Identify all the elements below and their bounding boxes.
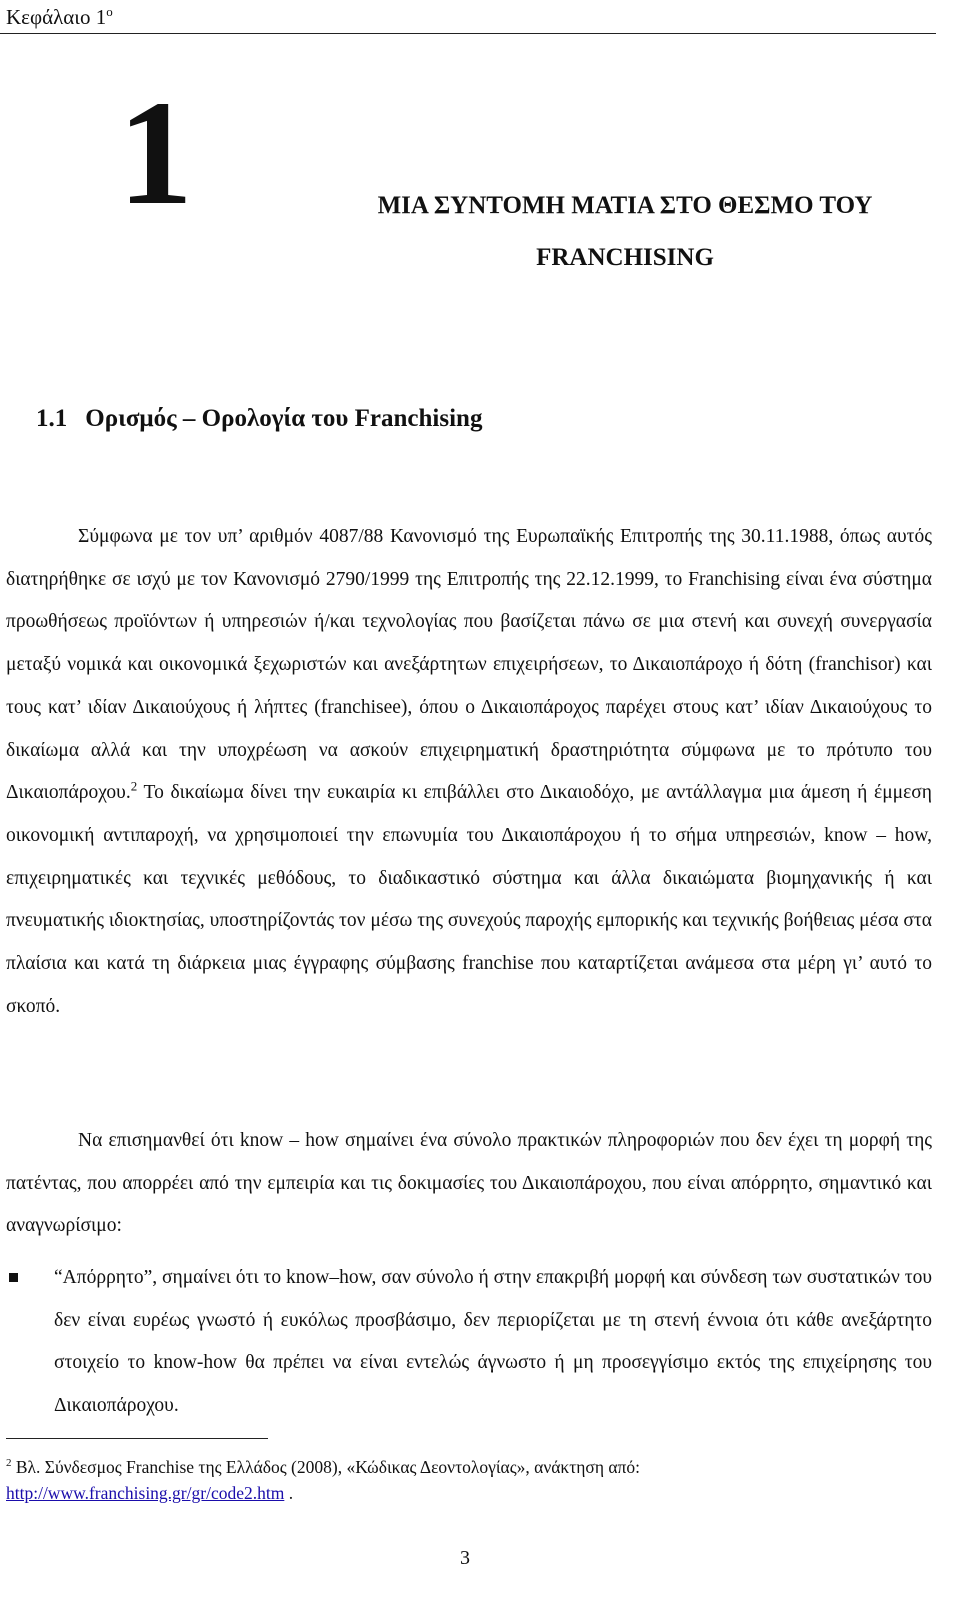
footnote-link[interactable]: http://www.franchising.gr/gr/code2.htm: [6, 1482, 285, 1503]
section-heading: [36, 405, 482, 433]
footnote-divider: [6, 1438, 268, 1439]
paragraph-definition: [6, 516, 932, 1028]
section-number: 1.1: [36, 405, 68, 432]
header-divider: [0, 33, 936, 34]
square-bullet-icon: [9, 1273, 18, 1282]
list-item-text: “Απόρρητο”, σημαίνει ότι το know–how, σαν σύνολο ή στην επακριβή μορφή και σύνδεση των συστατικών του δεν είναι ευρέως γνωστό ή ευκόλως προσβάσιμο, δεν περιορίζεται με τη στενή έννοια ότι κάθε ανεξάρτητο στοιχείο το know-how θα πρέπει να είναι εντελώς άγνωστο ή μη προσεγγίσιμο εκτός της επιχείρησης του Δικαιοπάροχου.: [54, 1267, 932, 1417]
section-title: Ορισμός – Ορολογία του Franchising: [85, 405, 483, 432]
paragraph-definition-continuation: Το δικαίωμα δίνει την ευκαιρία κι επιβάλλει στο Δικαιοδόχο, με αντάλλαγμα μια άμεση ή έμμεση οικονομική αντιπαροχή, να χρησιμοποιεί την επωνυμία του Δικαιοπάροχου ή το σήμα υπηρεσιών, know – how, επιχειρηματικές και τεχνικές μεθόδους, το διαδικαστικό σύστημα και άλλα δικαιώματα βιομηχανικής ή και πνευματικής ιδιοκτησίας, υποστηρίζοντάς τον μέσω της συνεχούς παροχής εμπορικής και τεχνικής βοήθειας μέσα στα πλαίσια και κατά τη διάρκεια μιας έγγραφης σύμβασης franchise που καταρτίζεται ανάμεσα στα μέρη γι’ αυτό το σκοπό.: [6, 782, 932, 1017]
chapter-number: 1: [118, 70, 193, 236]
chapter-title-line-1: ΜΙΑ ΣΥΝΤΟΜΗ ΜΑΤΙΑ ΣΤΟ ΘΕΣΜΟ ΤΟΥ: [377, 192, 873, 219]
running-header: [6, 4, 113, 30]
footnote-tail: .: [284, 1482, 294, 1503]
footnote-text: Βλ. Σύνδεσμος Franchise της Ελλάδος (2008), «Κώδικας Δεοντολογίας», ανάκτηση από:: [11, 1456, 640, 1477]
paragraph-know-how: [6, 1120, 932, 1248]
chapter-label-superscript: ο: [106, 4, 113, 19]
footnote-number: 2: [6, 1457, 12, 1469]
paragraph-definition-text: Σύμφωνα με τον υπ’ αριθμόν 4087/88 Κανονισμό της Ευρωπαϊκής Επιτροπής της 30.11.1988, όπως αυτός διατηρήθηκε σε ισχύ με τον Κανονισμό 2790/1999 της Επιτροπής της 22.12.1999, το Franchising είναι ένα σύστημα προωθήσεως προϊόντων ή υπηρεσιών ή/και τεχνολογίας που βασίζεται πάνω σε μια στενή και συνεχή συνεργασία μεταξύ νομικά και οικονομικά ξεχωριστών και ανεξάρτητων επιχειρήσεων, το Δικαιοπάροχο ή δότη (franchisor) και τους κατ’ ιδίαν Δικαιούχους ή λήπτες (franchisee), όπου ο Δικαιοπάροχος παρέχει στους κατ’ ιδίαν Δικαιούχους το δικαίωμα αλλά και την υποχρέωση να ασκούν επιχειρηματική δραστηριότητα σύμφωνα με το πρότυπο του Δικαιοπάροχου.: [6, 526, 932, 804]
footnote: [6, 1450, 926, 1506]
chapter-label: Κεφάλαιο 1: [6, 5, 107, 29]
footnote-reference[interactable]: 2: [130, 778, 138, 794]
page-number: 3: [460, 1547, 470, 1569]
chapter-title: [320, 180, 930, 284]
chapter-title-line-2: FRANCHISING: [536, 244, 714, 271]
paragraph-know-how-text: Να επισημανθεί ότι know – how σημαίνει ένα σύνολο πρακτικών πληροφοριών που δεν έχει τη μορφή της πατέντας, που απορρέει από την εμπειρία και τις δοκιμασίες του Δικαιοπάροχου, που είναι απόρρητο, σημαντικό και αναγνωρίσιμο:: [6, 1130, 932, 1237]
